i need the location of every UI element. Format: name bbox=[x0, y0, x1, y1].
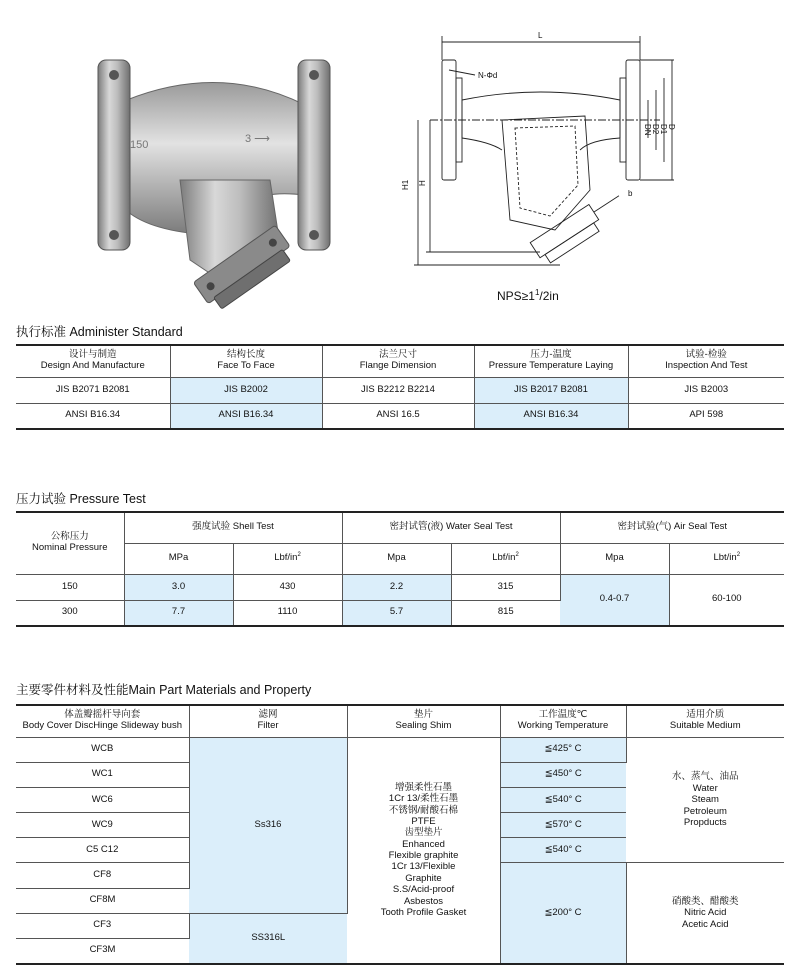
dim-L: L bbox=[538, 31, 543, 40]
table-row: CF8 ≦200° C 硝酸类、醋酸类 Nitric Acid Acetic Acid bbox=[16, 863, 784, 888]
materials-title: 主要零件材料及性能Main Part Materials and Property bbox=[16, 683, 312, 697]
pressure-table: 公称压力 Nominal Pressure 强度试验 Shell Test 密封试管(液) Water Seal Test 密封试验(气) Air Seal Test MPa Lbf/$in^2$ Mpa Lbf/$in^2$ Mpa Lbt/$in^2$ 150 3.0 430 2.2 315 0.4-0.7 60-100 300 7.7 1110 5.7 815 bbox=[16, 511, 784, 627]
dim-D2: D2 bbox=[651, 124, 660, 135]
materials-table bbox=[16, 704, 784, 965]
table-row: CF3M bbox=[89, 944, 116, 956]
air-lbf-value: 60-100 bbox=[711, 593, 742, 605]
std-header-face: 结构长度 Face To Face bbox=[170, 345, 322, 377]
table-row: CF8M bbox=[16, 888, 784, 913]
shell-test-header: 强度试验 Shell Test bbox=[124, 512, 342, 543]
std-header-inspection: 试验-检验 Inspection And Test bbox=[628, 345, 784, 377]
dim-n-phi-d: N-Φd bbox=[478, 71, 498, 80]
water-seal-header: 密封试管(液) Water Seal Test bbox=[342, 512, 560, 543]
std-header-pressure: 压力-温度 Pressure Temperature Laying bbox=[474, 345, 628, 377]
table-row: WC1 ≦450° C bbox=[16, 762, 784, 787]
mat-header-shim: 垫片 Sealing Shim bbox=[347, 705, 500, 737]
std-header-flange: 法兰尺寸 Flange Dimension bbox=[322, 345, 474, 377]
air-seal-header: 密封试验(气) Air Seal Test bbox=[560, 512, 784, 543]
table-row: WCB Ss316 增强柔性石墨 1Cr 13/柔性石墨 不锈钢/耐酸石棉 PTFE 齿型垫片 Enhanced Flexible graphite 1Cr 13/Flexible Graphite S.S/Acid-proof Asbestos Tooth Profile Gasket ≦425° C 水、蒸气、油品 Water Steam Petroleum Propducts bbox=[16, 737, 784, 762]
table-row: 150 3.0 430 2.2 315 0.4-0.7 60-100 bbox=[16, 574, 784, 600]
y-strainer-photo bbox=[70, 30, 360, 310]
mat-header-temp: 工作温度℃ Working Temperature bbox=[500, 705, 626, 737]
nps-caption: $NPS\ge 1^1/2in$ bbox=[497, 288, 559, 303]
table-row: 300 7.7 1110 5.7 815 bbox=[16, 600, 784, 626]
dim-D: D bbox=[667, 124, 676, 130]
dimension-drawing bbox=[390, 20, 676, 290]
casting-mark-right: 3 ⟶ bbox=[245, 133, 270, 145]
dim-b: b bbox=[628, 189, 633, 198]
table-row: JIS B2071 B2081 JIS B2002 JIS B2212 B2214 JIS B2017 B2081 JIS B2003 bbox=[16, 377, 784, 403]
table-row: WC9 ≦570° C bbox=[16, 813, 784, 838]
air-mpa-value: 0.4-0.7 bbox=[560, 574, 669, 626]
dim-H: H bbox=[418, 180, 427, 186]
nominal-pressure-header: 公称压力 Nominal Pressure bbox=[16, 512, 124, 574]
standard-table bbox=[16, 344, 784, 430]
filter-ss316l: SS316L bbox=[189, 913, 347, 963]
standard-title: 执行标准 Administer Standard bbox=[16, 325, 183, 339]
mat-header-filter: 滤网 Filter bbox=[189, 705, 347, 737]
dim-D1: D1 bbox=[659, 124, 668, 135]
filter-ss316: Ss316 bbox=[189, 737, 347, 913]
mat-header-medium: 适用介质 Suitable Medium bbox=[626, 705, 784, 737]
medium-water-steam: 水、蒸气、油品 Water Steam Petroleum Propducts bbox=[626, 737, 784, 863]
table-row: CF3 SS316L bbox=[16, 913, 784, 938]
dim-DN: DN bbox=[643, 124, 652, 136]
std-header-design: 设计与制造 Design And Manufacture bbox=[16, 345, 170, 377]
mat-header-body: 体盖瓣摇杆导向套 Body Cover DiscHinge Slideway bush bbox=[16, 705, 189, 737]
medium-acids: 硝酸类、醋酸类 Nitric Acid Acetic Acid bbox=[671, 895, 739, 930]
product-illustrations bbox=[0, 0, 800, 320]
table-row: ANSI B16.34 ANSI B16.34 ANSI 16.5 ANSI B16.34 API 598 bbox=[16, 403, 784, 429]
pressure-title: 压力试验 Pressure Test bbox=[16, 492, 146, 506]
casting-mark-left: 150 bbox=[130, 139, 149, 151]
dim-H1: H1 bbox=[401, 179, 410, 190]
table-row: C5 C12 ≦540° C bbox=[16, 838, 784, 863]
table-row: WC6 ≦540° C bbox=[16, 787, 784, 812]
sealing-shim: 增强柔性石墨 1Cr 13/柔性石墨 不锈钢/耐酸石棉 PTFE 齿型垫片 Enhanced Flexible graphite 1Cr 13/Flexible Graphite S.S/Acid-proof Asbestos Tooth Profile Gasket bbox=[347, 737, 500, 964]
